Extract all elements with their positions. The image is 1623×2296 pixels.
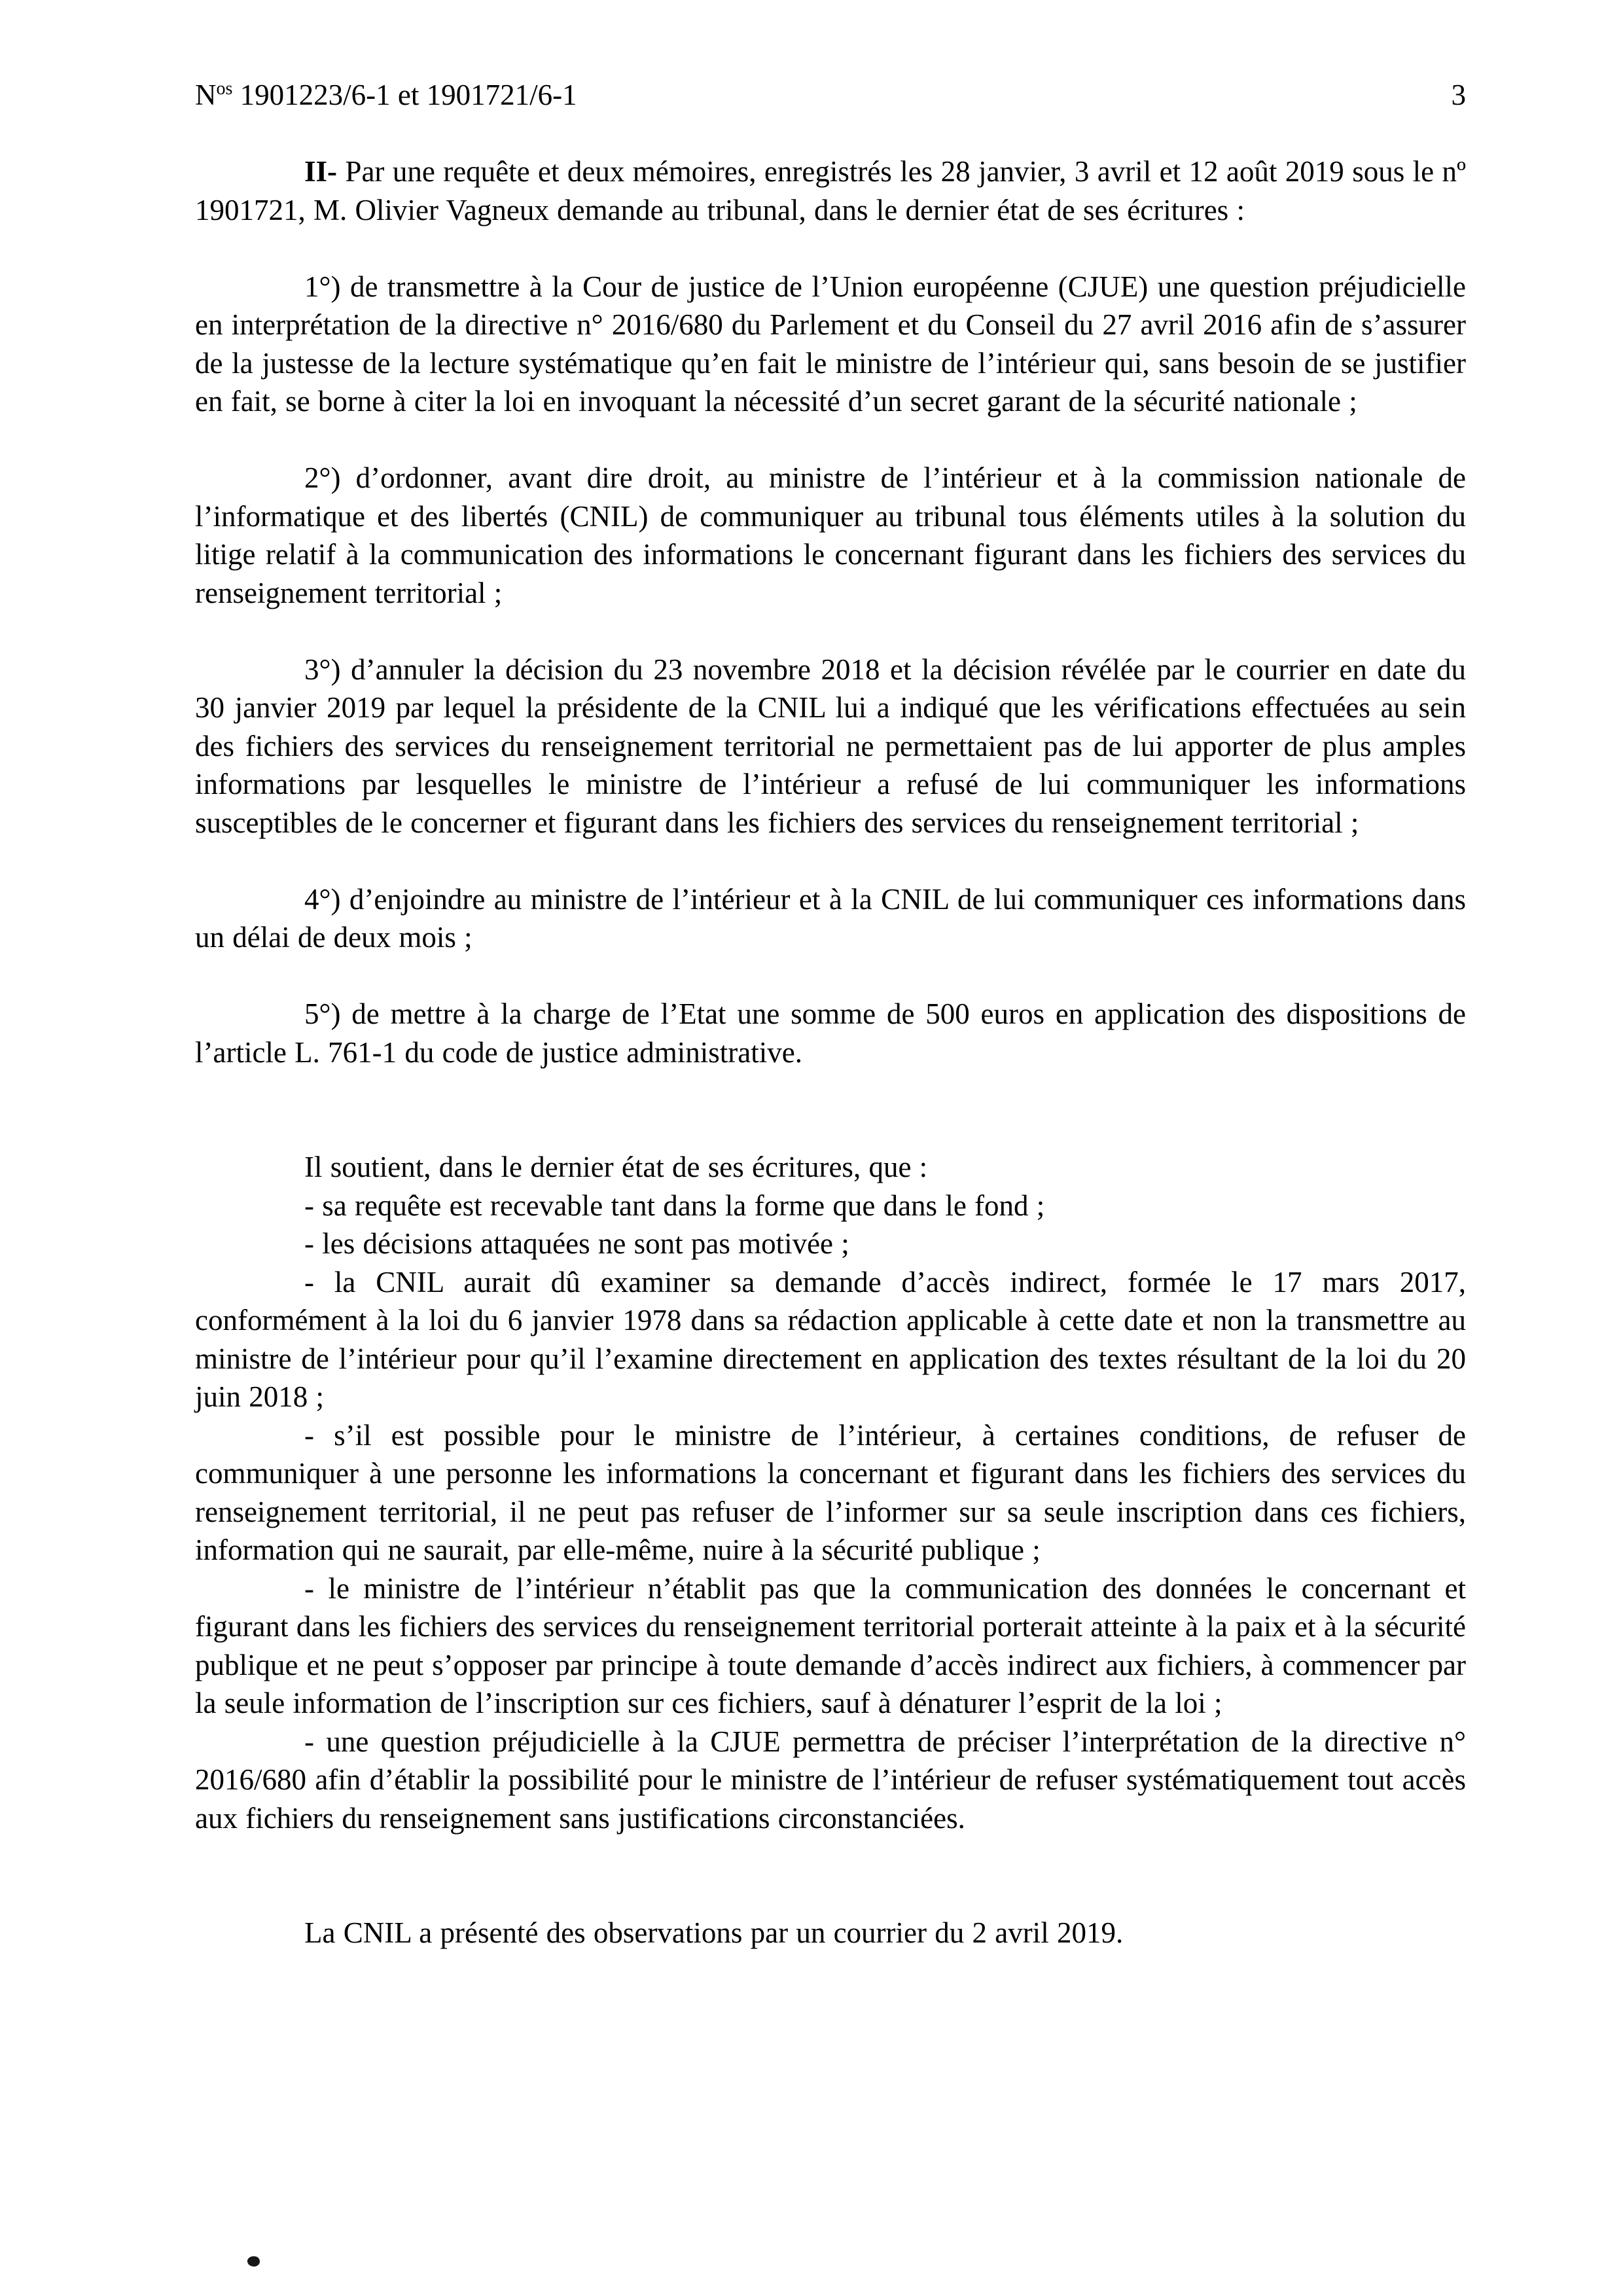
soutient-intro-paragraph: Il soutient, dans le dernier état de ses écritures, que : xyxy=(304,1151,928,1183)
document-body xyxy=(195,152,1466,1952)
claim-1-paragraph: 1°) de transmettre à la Cour de justice de l’Union européenne (CJUE) une question préjudicielle en interprétation de la directive n° 2016/680 du Parlement et du Conseil du 27 avril 2016 afin de s’assurer de la justesse de la lecture systématique qu’en fait le ministre de l’intérieur qui, sans besoin de se justifier en fait, se borne à citer la loi en invoquant la nécessité d’un secret garant de la sécurité nationale ; xyxy=(195,270,1466,418)
argument-bullet-5: - le ministre de l’intérieur n’établit pas que la communication des données le concernant et figurant dans les fichiers des services du renseignement territorial porterait atteinte à la paix et à la sécurité publique et ne peut s’opposer par principe à toute demande d’accès indirect aux fichiers, à commencer par la seule information de l’inscription sur ces fichiers, sauf à dénaturer l’esprit de la loi ; xyxy=(195,1571,1466,1719)
request-intro-lead: II- xyxy=(304,155,338,188)
argument-bullet-4: - s’il est possible pour le ministre de l’intérieur, à certaines conditions, de refuser de communiquer à une personne les informations la concernant et figurant dans les fichiers des services du renseignement territorial, il ne peut pas refuser de l’informer sur sa seule inscription dans ces fichiers, information qui ne saurait, par elle-même, nuire à la sécurité publique ; xyxy=(195,1418,1466,1566)
claim-4-paragraph: 4°) d’enjoindre au ministre de l’intérieur et à la CNIL de lui communiquer ces informations dans un délai de deux mois ; xyxy=(195,882,1466,954)
request-intro-paragraph: II- Par une requête et deux mémoires, enregistrés les 28 janvier, 3 avril et 12 août 2019 sous le nº 1901721, M. Olivier Vagneux demande au tribunal, dans le dernier état de ses écritures : xyxy=(195,155,1466,226)
argument-bullet-2: - les décisions attaquées ne sont pas motivée ; xyxy=(304,1227,849,1260)
claim-3-paragraph: 3°) d’annuler la décision du 23 novembre 2018 et la décision révélée par le courrier en date du 30 janvier 2019 par lequel la présidente de la CNIL lui a indiqué que les vérifications effectuées au sein des fichiers des services du renseignement territorial ne permettaient pas de lui apporter de plus amples informations par lesquelles le ministre de l’intérieur a refusé de lui communiquer les informations susceptibles de le concerner et figurant dans les fichiers des services du renseignement territorial ; xyxy=(195,653,1466,839)
claim-5-paragraph: 5°) de mettre à la charge de l’Etat une somme de 500 euros en application des dispositions de l’article L. 761-1 du code de justice administrative. xyxy=(195,997,1466,1069)
cnil-observations-paragraph: La CNIL a présenté des observations par un courrier du 2 avril 2019. xyxy=(304,1916,1124,1949)
argument-bullet-3: - la CNIL aurait dû examiner sa demande d’accès indirect, formée le 17 mars 2017, conformément à la loi du 6 janvier 1978 dans sa rédaction applicable à cette date et non la transmettre au ministre de l’intérieur pour qu’il l’examine directement en application des textes résultant de la loi du 20 juin 2018 ; xyxy=(195,1265,1466,1413)
argument-bullet-6: - une question préjudicielle à la CJUE permettra de préciser l’interprétation de la directive n° 2016/680 afin d’établir la possibilité pour le ministre de l’intérieur de refuser systématiquement tout accès aux fichiers du renseignement sans justifications circonstanciées. xyxy=(195,1725,1466,1835)
claim-2-paragraph: 2°) d’ordonner, avant dire droit, au ministre de l’intérieur et à la commission nationale de l’informatique et des libertés (CNIL) de communiquer au tribunal tous éléments utiles à la solution du litige relatif à la communication des informations le concernant figurant dans les fichiers des services du renseignement territorial ; xyxy=(195,461,1466,609)
case-number-superscript: os xyxy=(216,79,233,99)
page-header xyxy=(195,76,1466,114)
page-number: 3 xyxy=(1451,79,1466,111)
ink-speck xyxy=(246,2255,260,2268)
argument-bullet-1: - sa requête est recevable tant dans la forme que dans le fond ; xyxy=(304,1189,1045,1222)
case-number: $N^{os}$ 1901223/6-1 et 1901721/6-1 xyxy=(195,79,577,111)
